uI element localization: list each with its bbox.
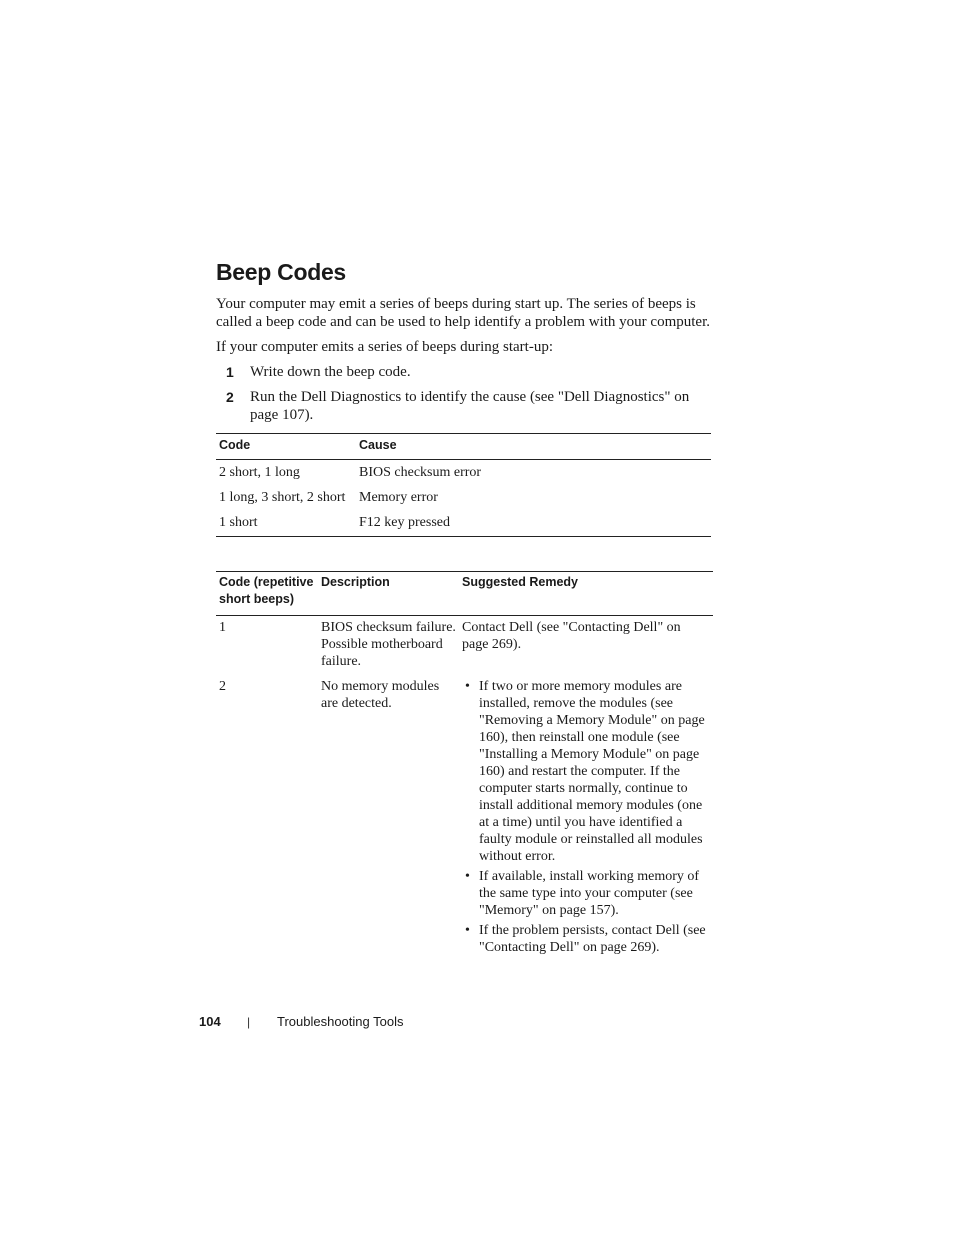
cell-code: 1 short: [219, 515, 258, 530]
beep-code-cause-table: [216, 433, 711, 537]
cell-remedy: Contact Dell (see "Contacting Dell" on page 269).: [462, 620, 681, 652]
bullet-icon: •: [465, 679, 470, 694]
page-footer: [199, 1014, 403, 1029]
column-header-description: Description: [318, 572, 459, 616]
intro-paragraph-2: If your computer emits a series of beeps during start-up:: [216, 339, 553, 355]
step-number: 1: [226, 364, 234, 380]
step-text: Write down the beep code.: [250, 364, 411, 380]
table-row: [216, 460, 711, 487]
table-row: [216, 616, 713, 676]
bullet-text: If the problem persists, contact Dell (see "Contacting Dell" on page 269).: [479, 923, 706, 955]
cell-code: 1: [219, 620, 226, 635]
bullet-icon: •: [465, 923, 470, 938]
step-text: Run the Dell Diagnostics to identify the cause (see "Dell Diagnostics" on page 107).: [250, 389, 690, 423]
cell-remedy: [459, 675, 713, 964]
column-header-remedy: Suggested Remedy: [459, 572, 713, 616]
step-number: 2: [226, 389, 234, 405]
cell-cause: Memory error: [359, 490, 438, 505]
steps-list: [216, 363, 713, 424]
step-item: [216, 388, 713, 424]
column-header-code: Code: [216, 434, 356, 460]
column-header-code: Code (repetitive short beeps): [216, 572, 318, 616]
table-row: [216, 486, 711, 511]
cell-cause: BIOS checksum error: [359, 465, 482, 480]
bullet-item: [462, 922, 710, 956]
table-header-row: [216, 434, 711, 460]
page-title: Beep Codes: [216, 259, 346, 285]
bullet-text: If available, install working memory of the same type into your computer (see "Memory" on page 157).: [479, 869, 700, 918]
repetitive-beep-table: [216, 571, 713, 964]
table-row: [216, 675, 713, 964]
cell-code: 2: [219, 679, 226, 694]
step-item: [216, 363, 713, 381]
page-content: [216, 252, 713, 964]
remedy-bullet-list: [462, 678, 710, 956]
footer-separator: |: [247, 1015, 251, 1029]
cell-code: 2 short, 1 long: [219, 465, 300, 480]
cell-description: No memory modules are detected.: [321, 679, 440, 711]
bullet-item: [462, 678, 710, 865]
table-header-row: [216, 572, 713, 616]
bullet-text: If two or more memory modules are installed, remove the modules (see "Removing a Memory Module" on page 160), then reinstall one module (see "Installing a Memory Module" on page 160) and restart the computer. If the computer starts normally, continue to install additional memory modules (one at a time) until you have identified a faulty module or reinstalled all modules without error.: [479, 679, 705, 864]
column-header-cause: Cause: [356, 434, 711, 460]
cell-cause: F12 key pressed: [359, 515, 450, 530]
footer-section-title: Troubleshooting Tools: [277, 1014, 404, 1029]
bullet-icon: •: [465, 869, 470, 884]
table-row: [216, 511, 711, 537]
cell-description: BIOS checksum failure. Possible motherboard failure.: [321, 620, 456, 669]
bullet-item: [462, 868, 710, 919]
page-number: 104: [199, 1014, 221, 1029]
cell-code: 1 long, 3 short, 2 short: [219, 490, 346, 505]
intro-paragraph-1: Your computer may emit a series of beeps during start up. The series of beeps is called a beep code and can be used to help identify a problem with your computer.: [216, 296, 710, 330]
